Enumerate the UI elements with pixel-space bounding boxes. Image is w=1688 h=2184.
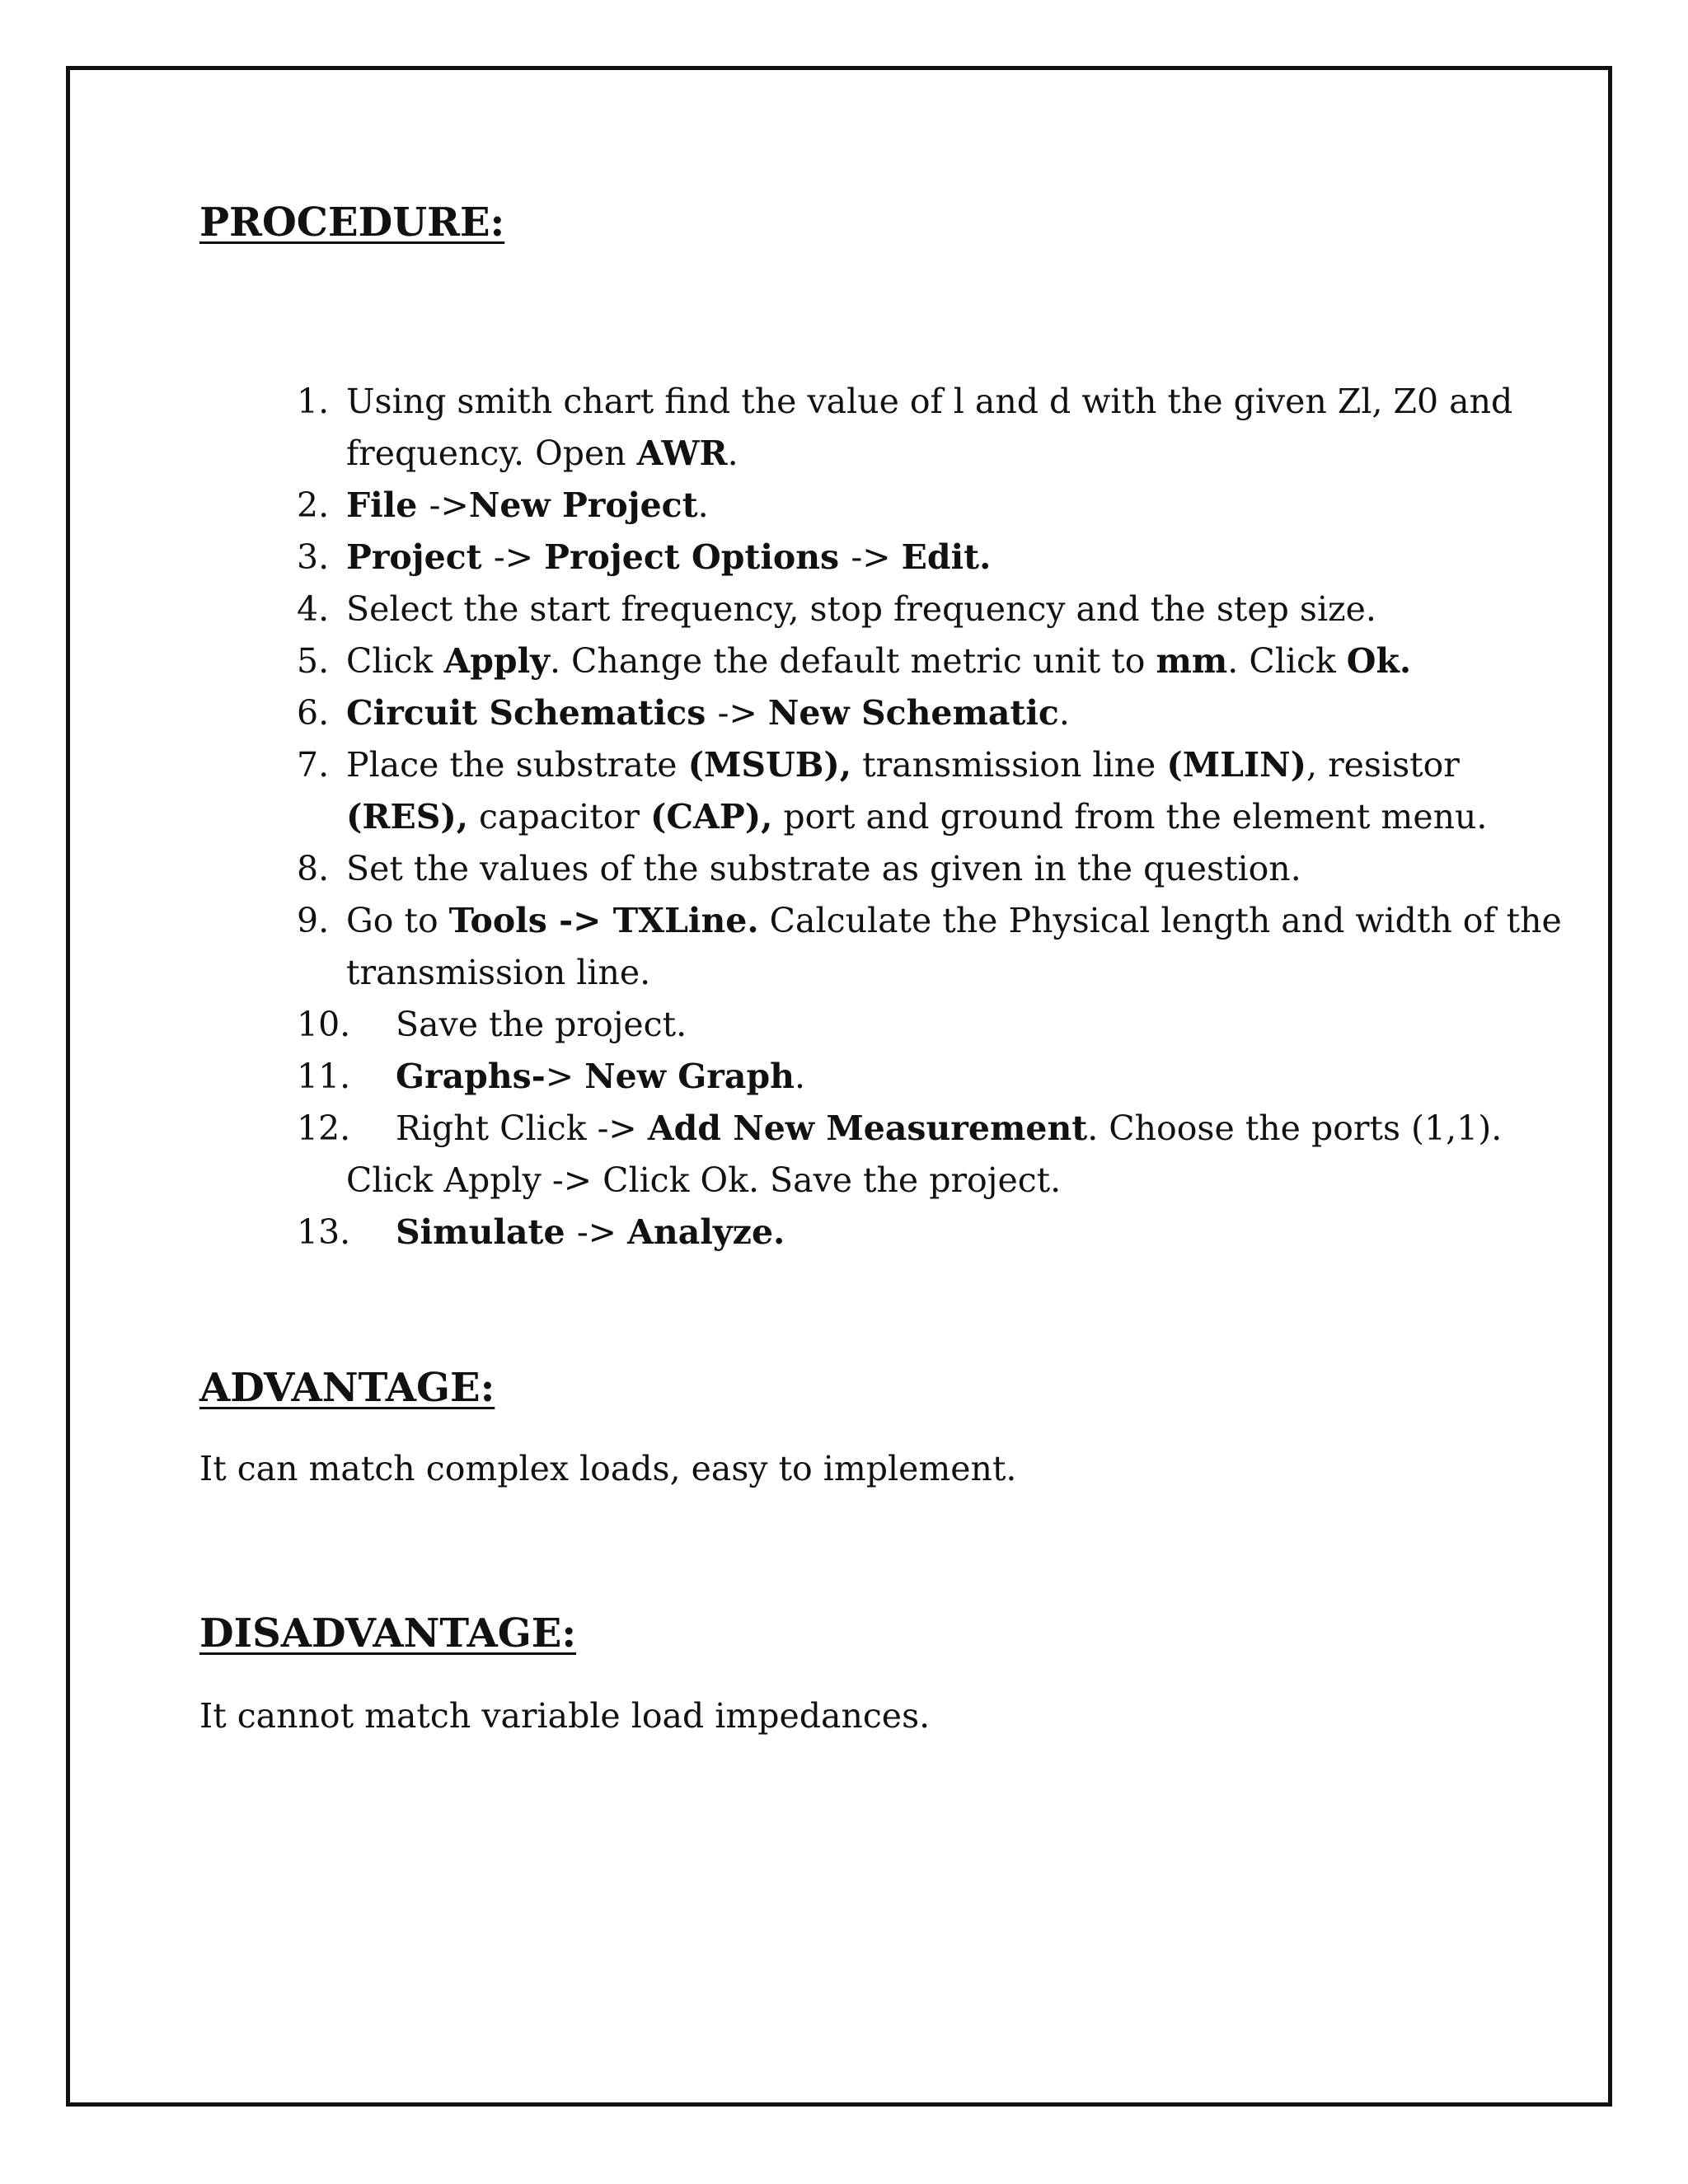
step-text-bold: Tools -> TXLine. (448, 901, 759, 940)
step-text: -> (851, 537, 902, 577)
procedure-step (297, 376, 1562, 480)
step-text-line (346, 739, 1562, 791)
step-text: port and ground from the element menu. (772, 797, 1488, 837)
step-text-bold: (MLIN) (1166, 745, 1306, 785)
step-text-line (346, 1207, 1562, 1258)
step-text: . Choose the ports (1,1). (1087, 1108, 1503, 1148)
step-text: -> (576, 1212, 628, 1252)
procedure-heading: PROCEDURE: (199, 199, 505, 246)
step-text: Save the project. (396, 1005, 687, 1044)
step-text: Click (346, 641, 444, 681)
step-text-bold: mm (1156, 641, 1228, 681)
step-number: 4. (297, 589, 330, 629)
disadvantage-text: It cannot match variable load impedances. (199, 1696, 931, 1736)
step-text-line (346, 480, 1562, 532)
procedure-step (297, 739, 1562, 843)
disadvantage-heading: DISADVANTAGE: (199, 1610, 577, 1657)
step-text: transmission line (851, 745, 1167, 785)
step-text-line (346, 791, 1562, 843)
step-text-line (346, 1155, 1562, 1207)
procedure-step (297, 999, 1562, 1051)
step-text-bold: Circuit Schematics (346, 693, 718, 733)
advantage-heading: ADVANTAGE: (199, 1365, 495, 1411)
step-text-line (346, 999, 1562, 1051)
step-text-bold: Graphs- (396, 1057, 546, 1096)
step-number: 3. (297, 537, 330, 577)
step-text: Set the values of the substrate as given in the question. (346, 849, 1301, 888)
step-text: Select the start frequency, stop frequency and the step size. (346, 589, 1376, 629)
step-text-line (346, 583, 1562, 635)
step-text: . (1058, 693, 1070, 733)
procedure-step (297, 1103, 1562, 1207)
step-text: Place the substrate (346, 745, 688, 785)
step-number: 9. (297, 901, 330, 940)
step-number: 1. (297, 382, 330, 421)
step-text-line (346, 635, 1562, 687)
step-text: . (727, 434, 738, 473)
step-text: Using smith chart find the value of l and d with the given Zl, Z0 and (346, 382, 1513, 421)
procedure-step (297, 1207, 1562, 1258)
step-text: transmission line. (346, 953, 651, 992)
step-text: Click Apply -> Click Ok. Save the project. (346, 1160, 1062, 1200)
step-text-bold: New Project (468, 485, 698, 525)
step-text: . Change the default metric unit to (549, 641, 1156, 681)
step-text-bold: Project Options (544, 537, 851, 577)
step-number: 7. (297, 745, 330, 785)
step-text-bold: File (346, 485, 429, 525)
step-text-line (346, 947, 1562, 999)
step-text-bold: (CAP), (650, 797, 773, 837)
step-number: 13. (297, 1212, 351, 1252)
step-text-bold: (MSUB), (687, 745, 852, 785)
step-number: 8. (297, 849, 330, 888)
step-text: Calculate the Physical length and width of the (758, 901, 1562, 940)
step-number: 11. (297, 1057, 351, 1096)
step-number: 12. (297, 1108, 351, 1148)
step-text-line (346, 428, 1562, 480)
step-text-bold: Add New Measurement (647, 1108, 1088, 1148)
step-text-bold: Analyze. (627, 1212, 785, 1252)
step-number: 6. (297, 693, 330, 733)
procedure-step (297, 635, 1562, 687)
procedure-step (297, 687, 1562, 739)
step-text: -> (717, 693, 768, 733)
step-text-bold: Ok. (1346, 641, 1412, 681)
procedure-steps-list (297, 376, 1562, 1258)
step-text: -> (429, 485, 469, 525)
step-text-line (346, 843, 1562, 895)
step-text-bold: AWR (636, 434, 728, 473)
procedure-step (297, 1051, 1562, 1103)
step-text: , resistor (1306, 745, 1460, 785)
step-number: 2. (297, 485, 330, 525)
procedure-step (297, 480, 1562, 532)
step-text: > (545, 1057, 585, 1096)
step-text-line (346, 532, 1562, 583)
procedure-step (297, 843, 1562, 895)
step-text: -> (493, 537, 545, 577)
step-text-line (346, 895, 1562, 947)
step-text-bold: New Schematic (767, 693, 1059, 733)
step-text: . Click (1227, 641, 1347, 681)
step-number: 10. (297, 1005, 351, 1044)
step-text-bold: Edit. (901, 537, 992, 577)
step-text-bold: Project (346, 537, 494, 577)
step-text-bold: (RES), (346, 797, 469, 837)
advantage-text: It can match complex loads, easy to implement. (199, 1449, 1017, 1488)
procedure-step (297, 895, 1562, 999)
step-text-line (346, 1051, 1562, 1103)
step-text: frequency. Open (346, 434, 637, 473)
step-text: . (794, 1057, 805, 1096)
step-text-bold: Simulate (396, 1212, 577, 1252)
step-text-bold: New Graph (584, 1057, 795, 1096)
step-text-line (346, 687, 1562, 739)
procedure-step (297, 532, 1562, 583)
step-number: 5. (297, 641, 330, 681)
step-text: Right Click -> (396, 1108, 648, 1148)
step-text-bold: Apply (443, 641, 550, 681)
step-text: Go to (346, 901, 449, 940)
procedure-step (297, 583, 1562, 635)
step-text-line (346, 376, 1562, 428)
step-text-line (346, 1103, 1562, 1155)
step-text: . (697, 485, 709, 525)
step-text: capacitor (468, 797, 651, 837)
